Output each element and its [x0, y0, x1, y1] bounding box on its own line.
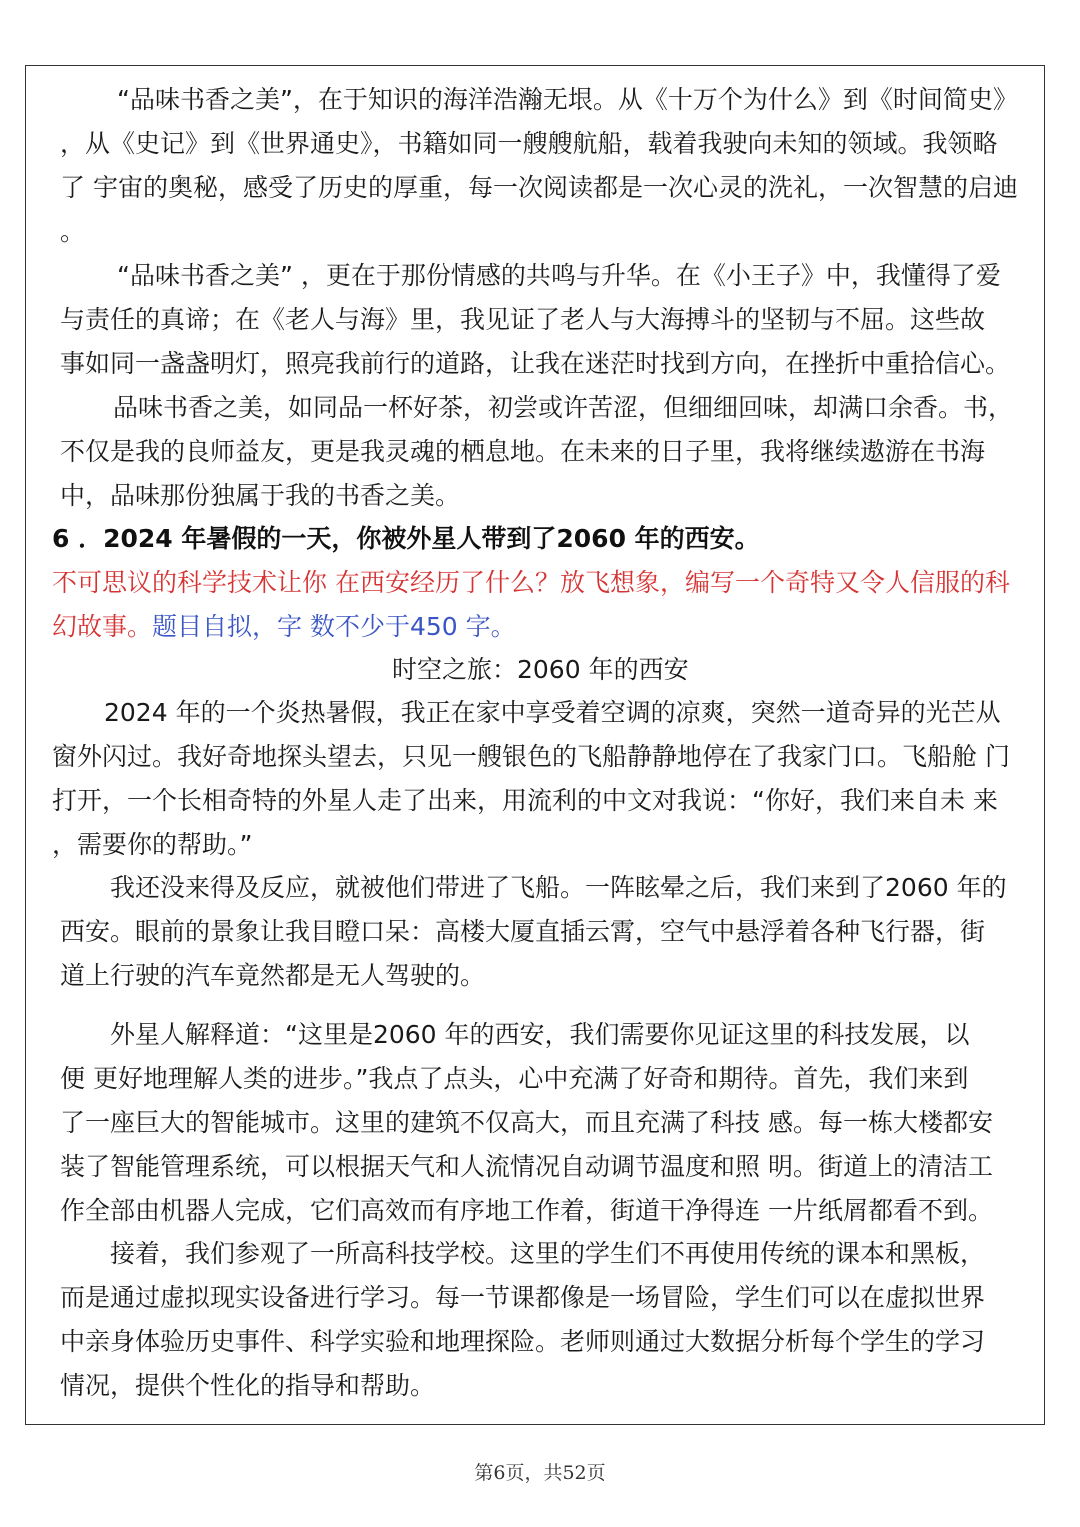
essay-line: 外星人解释道：“这里是2060 年的西安，我们需要你见证这里的科技发展，以: [110, 1020, 970, 1049]
question-requirement: [52, 605, 516, 649]
paragraph-line: “品味书香之美”，在于知识的海洋浩瀚无垠。从《十万个为什么》到《时间简史》: [117, 85, 1018, 114]
paragraph-line: “品味书香之美” ，更在于那份情感的共鸣与升华。在《小王子》中，我懂得了爱: [117, 261, 1001, 290]
paragraph-line: ，从《史记》到《世界通史》，书籍如同一艘艘航船，载着我驶向未知的领域。我领略: [60, 129, 998, 158]
essay-line: 装了智能管理系统，可以根据天气和人流情况自动调节温度和照 明。街道上的清洁工: [60, 1152, 993, 1181]
question-requirement-blue: 题目自拟，字 数不少于450 字。: [152, 612, 516, 641]
page-number: 第6页，共52页: [474, 1462, 606, 1484]
paragraph-line: 不仅是我的良师益友，更是我灵魂的栖息地。在未来的日子里，我将继续遨游在书海: [60, 437, 986, 466]
paragraph-line: 中，品味那份独属于我的书香之美。: [60, 481, 461, 510]
essay-title: 时空之旅：2060 年的西安: [392, 655, 689, 684]
essay-line: ，需要你的帮助。”: [52, 830, 253, 859]
paragraph-line: 事如同一盏盏明灯，照亮我前行的道路，让我在迷茫时找到方向，在挫折中重拾信心。: [60, 349, 1011, 378]
essay-line: 而是通过虚拟现实设备进行学习。每一节课都像是一场冒险，学生们可以在虚拟世界: [60, 1283, 986, 1312]
essay-line: 中亲身体验历史事件、科学实验和地理探险。老师则通过大数据分析每个学生的学习: [60, 1327, 986, 1356]
question-requirement: 不可思议的科学技术让你 在西安经历了什么？放飞想象，编写一个奇特又令人信服的科: [52, 568, 1010, 597]
essay-line: 我还没来得及反应，就被他们带进了飞船。一阵眩晕之后，我们来到了2060 年的: [110, 873, 1007, 902]
essay-line: 作全部由机器人完成，它们高效而有序地工作着，街道干净得连 一片纸屑都看不到。: [60, 1196, 993, 1225]
essay-line: 便 更好地理解人类的进步。”我点了点头，心中充满了好奇和期待。首先，我们来到: [60, 1064, 969, 1093]
essay-line: 2024 年的一个炎热暑假，我正在家中享受着空调的凉爽，突然一道奇异的光芒从: [104, 698, 1001, 727]
paragraph-line: 与责任的真谛；在《老人与海》里，我见证了老人与大海搏斗的坚韧与不屈。这些故: [60, 305, 986, 334]
paragraph-line: 了 宇宙的奥秘，感受了历史的厚重，每一次阅读都是一次心灵的洗礼，一次智慧的启迪: [60, 173, 1018, 202]
question-title: 6 ．2024 年暑假的一天，你被外星人带到了2060 年的西安。: [52, 524, 760, 553]
essay-line: 情况，提供个性化的指导和帮助。: [60, 1371, 436, 1400]
essay-line: 窗外闪过。我好奇地探头望去，只见一艘银色的飞船静静地停在了我家门口。飞船舱 门: [52, 742, 1010, 771]
paragraph-line: 。: [60, 217, 86, 246]
question-requirement-red: 幻故事。: [52, 612, 153, 641]
paragraph-line: 品味书香之美，如同品一杯好茶，初尝或许苦涩，但细细回味，却满口余香。书，: [113, 393, 1014, 422]
essay-line: 接着，我们参观了一所高科技学校。这里的学生们不再使用传统的课本和黑板，: [110, 1239, 986, 1268]
essay-line: 了一座巨大的智能城市。这里的建筑不仅高大，而且充满了科技 感。每一栋大楼都安: [60, 1108, 993, 1137]
essay-line: 道上行驶的汽车竟然都是无人驾驶的。: [60, 961, 486, 990]
essay-line: 西安。眼前的景象让我目瞪口呆：高楼大厦直插云霄，空气中悬浮着各种飞行器，街: [60, 917, 986, 946]
essay-line: 打开，一个长相奇特的外星人走了出来，用流利的中文对我说：“你好，我们来自未 来: [52, 786, 998, 815]
